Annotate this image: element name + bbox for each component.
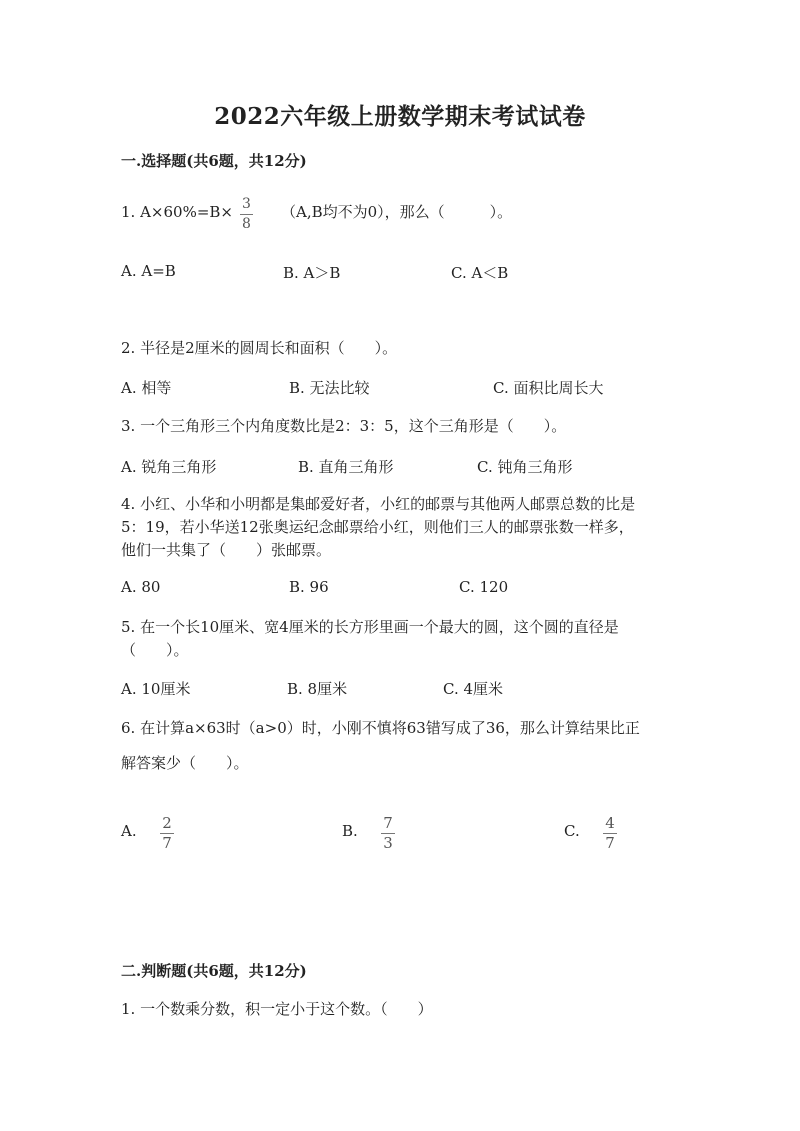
- question-3-option-b[interactable]: B. 直角三角形: [298, 458, 394, 476]
- fraction-numerator: 3: [242, 196, 251, 212]
- question-6-line-2: 解答案少（ ）。: [121, 754, 249, 772]
- fraction-numerator: 7: [383, 814, 393, 832]
- question-6-option-b-label[interactable]: B.: [342, 822, 358, 840]
- question-5-option-c[interactable]: C. 4厘米: [443, 680, 504, 698]
- section-heading-judgment: 二.判断题(共6题，共12分): [121, 962, 307, 980]
- question-6-option-c-fraction[interactable]: [603, 815, 617, 852]
- question-1-stem-before: 1. A×60%=B×: [121, 203, 233, 221]
- fraction-denominator: 3: [383, 834, 393, 852]
- question-3-option-c[interactable]: C. 钝角三角形: [477, 458, 573, 476]
- question-4-option-b[interactable]: B. 96: [289, 578, 329, 596]
- question-6-option-a-fraction[interactable]: [160, 815, 174, 852]
- judgment-question-1-stem: 1. 一个数乘分数，积一定小于这个数。（ ）: [121, 1000, 433, 1018]
- question-1-option-a[interactable]: A. A=B: [121, 262, 176, 280]
- question-2-option-b[interactable]: B. 无法比较: [289, 379, 370, 397]
- question-4-line-3: 他们一共集了（ ）张邮票。: [121, 541, 332, 559]
- fraction-denominator: 7: [162, 834, 172, 852]
- question-1-option-b[interactable]: B. A＞B: [283, 264, 341, 282]
- question-6-option-c-label[interactable]: C.: [564, 822, 580, 840]
- fraction-bar: [240, 214, 253, 215]
- question-6-option-b-fraction[interactable]: [381, 815, 395, 852]
- fraction-denominator: 7: [605, 834, 615, 852]
- question-4-option-a[interactable]: A. 80: [121, 578, 161, 596]
- page-title: 2022六年级上册数学期末考试试卷: [214, 103, 586, 130]
- question-6-option-a-label[interactable]: A.: [121, 822, 137, 840]
- question-2-option-a[interactable]: A. 相等: [121, 379, 172, 397]
- question-5-option-a[interactable]: A. 10厘米: [121, 680, 191, 698]
- question-4-line-1: 4. 小红、小华和小明都是集邮爱好者，小红的邮票与其他两人邮票总数的比是: [121, 495, 636, 513]
- question-1-fraction: [240, 196, 253, 233]
- fraction-denominator: 8: [242, 216, 251, 232]
- fraction-numerator: 2: [162, 814, 172, 832]
- question-5-option-b[interactable]: B. 8厘米: [287, 680, 348, 698]
- fraction-numerator: 4: [605, 814, 615, 832]
- question-3-option-a[interactable]: A. 锐角三角形: [121, 458, 217, 476]
- question-3-stem: 3. 一个三角形三个内角度数比是2：3：5，这个三角形是（ ）。: [121, 417, 567, 435]
- question-2-stem: 2. 半径是2厘米的圆周长和面积（ ）。: [121, 339, 398, 357]
- question-5-line-2: （ ）。: [121, 641, 189, 659]
- question-5-line-1: 5. 在一个长10厘米、宽4厘米的长方形里画一个最大的圆，这个圆的直径是: [121, 618, 619, 636]
- question-1-stem-after: （A,B均不为0），那么（ ）。: [281, 203, 513, 221]
- question-1-option-c[interactable]: C. A＜B: [451, 264, 509, 282]
- question-2-option-c[interactable]: C. 面积比周长大: [493, 379, 604, 397]
- question-6-line-1: 6. 在计算a×63时（a>0）时，小刚不慎将63错写成了36，那么计算结果比正: [121, 719, 640, 737]
- question-4-line-2: 5：19，若小华送12张奥运纪念邮票给小红，则他们三人的邮票张数一样多，: [121, 518, 634, 536]
- question-4-option-c[interactable]: C. 120: [459, 578, 509, 596]
- section-heading-choice: 一.选择题(共6题，共12分): [121, 152, 307, 170]
